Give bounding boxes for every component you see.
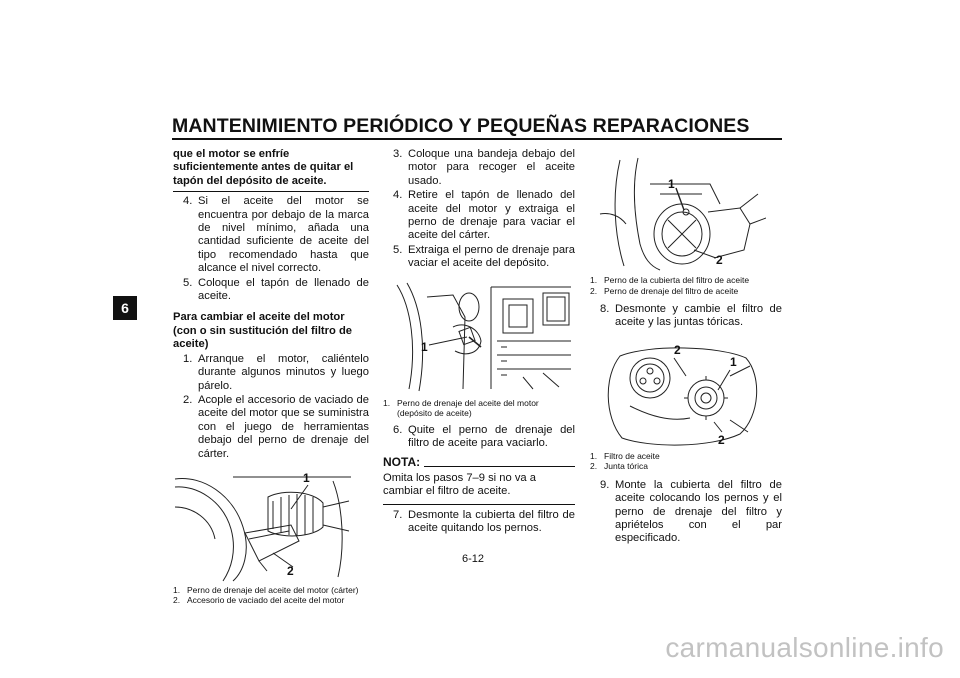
caption-item — [173, 585, 369, 596]
caption-item — [590, 286, 782, 297]
note-label: NOTA: — [383, 455, 421, 470]
column-2 — [383, 148, 575, 537]
step-text: Acople el accesorio de vaciado de aceite del motor que se suministra con el juego de herramientas debajo del perno de drenaje del cárter. — [198, 393, 369, 460]
step-item — [590, 303, 782, 330]
warning-text: que el motor se enfríe suficientemente antes de quitar el tapón del depósito de aceite. — [173, 148, 354, 187]
step-item — [383, 509, 575, 536]
step-number: 6. — [393, 423, 403, 436]
step-number: 4. — [183, 195, 193, 208]
step-number: 7. — [393, 508, 403, 521]
caption-number: 1. — [383, 397, 391, 408]
caption-number: 2. — [590, 285, 598, 296]
step-text: Monte la cubierta del filtro de aceite colocando los pernos y el perno de drenaje del filtro y apriételos con el par especificado. — [615, 478, 782, 545]
page-number: 6-12 — [462, 553, 485, 565]
figure-crankcase-drain — [173, 467, 351, 582]
section-subheading: Para cambiar el aceite del motor (con o sin sustitución del filtro de aceite) — [173, 311, 353, 351]
note-text: Omita los pasos 7–9 si no va a cambiar el filtro de aceite. — [383, 471, 536, 498]
warning-rule — [173, 191, 369, 192]
note-heading — [383, 456, 575, 469]
step-item — [173, 277, 369, 304]
caption-item — [590, 451, 782, 462]
step-text: Desmonte y cambie el filtro de aceite y las juntas tóricas. — [615, 303, 782, 329]
figure-label-2: 2 — [716, 253, 723, 267]
step-number: 8. — [600, 303, 610, 315]
step-item — [383, 148, 575, 188]
figure-label-1: 1 — [303, 470, 310, 485]
step-item — [383, 244, 575, 271]
caption-text: Perno de drenaje del filtro de aceite — [604, 285, 739, 296]
note-end-rule — [383, 504, 575, 505]
step-item — [173, 353, 369, 393]
step-item — [173, 394, 369, 461]
step-item — [383, 189, 575, 243]
caption-item — [173, 595, 369, 606]
step-number: 4. — [393, 189, 403, 202]
figure-label-2: 2 — [287, 563, 294, 578]
figure-captions — [590, 275, 782, 296]
step-text: Retire el tapón de llenado del aceite del motor y extraiga el perno de drenaje para vaciar el aceite del cárter. — [408, 189, 575, 242]
step-text: Coloque una bandeja debajo del motor para recoger el aceite usado. — [408, 148, 575, 187]
caption-text: Filtro de aceite — [604, 450, 660, 461]
figure-label-1: 1 — [668, 177, 675, 191]
column-1 — [173, 148, 369, 606]
step-text: Extraiga el perno de drenaje para vaciar el aceite del depósito. — [408, 243, 575, 270]
step-text: Desmonte la cubierta del filtro de aceite quitando los pernos. — [408, 508, 575, 535]
figure-label-1: 1 — [730, 354, 737, 369]
step-item — [173, 195, 369, 275]
step-item — [590, 479, 782, 546]
step-item — [383, 424, 575, 451]
caption-number: 1. — [590, 275, 598, 285]
caption-text: Perno de la cubierta del filtro de aceite — [604, 275, 750, 285]
caption-number: 2. — [590, 461, 598, 472]
caption-number: 2. — [173, 595, 181, 606]
step-number: 5. — [183, 276, 193, 289]
step-text: Coloque el tapón de llenado de aceite. — [198, 276, 369, 303]
step-number: 2. — [183, 393, 193, 406]
caption-item — [590, 275, 782, 286]
column-3 — [590, 148, 782, 547]
figure-label-1: 1 — [421, 339, 428, 354]
figure-captions — [590, 451, 782, 472]
figure-label-2: 2 — [674, 342, 681, 357]
caption-text: Accesorio de vaciado del aceite del motor — [187, 595, 345, 606]
note-rule — [424, 466, 575, 467]
caption-text: Perno de drenaje del aceite del motor (depósito de aceite) — [397, 397, 539, 419]
page-title: MANTENIMIENTO PERIÓDICO Y PEQUEÑAS REPARACIONES — [172, 115, 750, 137]
figure-tank-drain — [383, 277, 575, 395]
step-text: Si el aceite del motor se encuentra por debajo de la marca de nivel mínimo, añada una cantidad suficiente de aceite del tipo recomendado hasta que alcance el nivel correcto. — [198, 195, 369, 275]
step-number: 1. — [183, 352, 193, 365]
caption-number: 1. — [590, 450, 598, 461]
figure-filter-cover — [590, 154, 766, 272]
caption-item — [590, 461, 782, 472]
watermark: carmanualsonline.info — [665, 632, 944, 663]
caption-item — [383, 398, 575, 419]
caption-text: Junta tórica — [604, 461, 648, 472]
step-number: 5. — [393, 243, 403, 256]
figure-captions — [173, 585, 369, 606]
caption-number: 1. — [173, 584, 181, 595]
step-number: 3. — [393, 148, 403, 160]
step-number: 9. — [600, 478, 610, 491]
caption-text: Perno de drenaje del aceite del motor (cárter) — [187, 584, 359, 595]
section-tab: 6 — [113, 296, 137, 320]
title-rule — [172, 138, 782, 140]
figure-captions — [383, 398, 575, 419]
step-text: Quite el perno de drenaje del filtro de aceite para vaciarlo. — [408, 423, 575, 450]
step-text: Arranque el motor, caliéntelo durante algunos minutos y luego párelo. — [198, 352, 369, 392]
figure-filter-oring — [590, 336, 766, 448]
figure-label-2: 2 — [718, 432, 725, 447]
